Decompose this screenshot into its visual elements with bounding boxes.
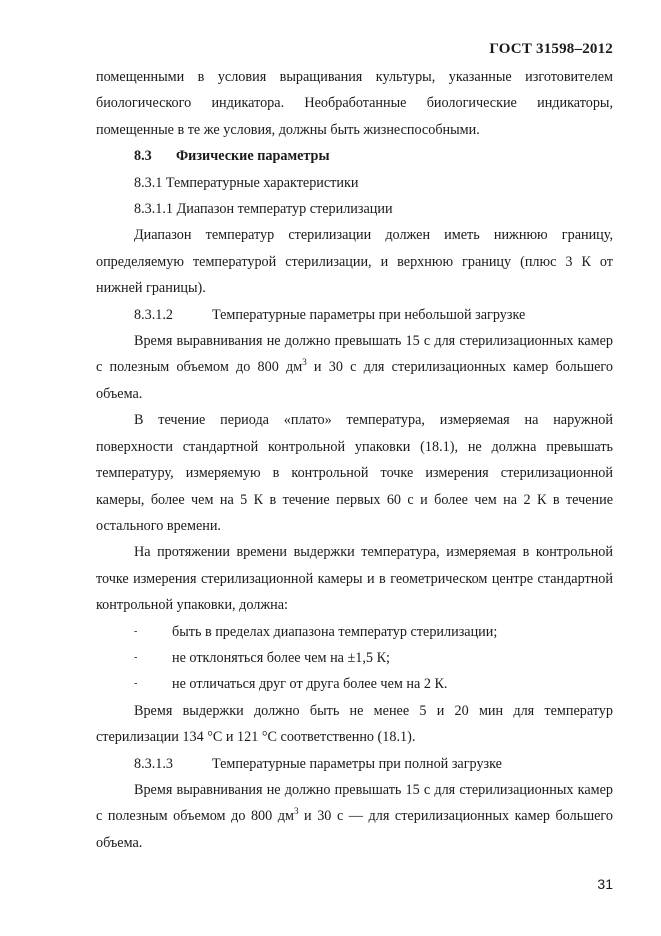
heading-number: 8.3 xyxy=(134,148,152,165)
paragraph-intro: помещенными в условия выращивания культуры, указанные изготовителем биологического индикатора. Необработанные биологические индикаторы, помещенные в те же условия, должны быть жизнеспособными. xyxy=(96,69,613,138)
heading-number: 8.3.1.3 xyxy=(134,755,174,772)
text-part: Время выравнивания не должно превышать 15 с для стерилизационных камер с полезным объемом до 800 дм xyxy=(96,781,613,825)
heading-8-3-1-3 xyxy=(96,751,613,777)
page-number: 31 xyxy=(597,876,613,892)
heading-8-3 xyxy=(96,143,613,169)
document-code: ГОСТ 31598–2012 xyxy=(489,41,613,57)
heading-8-3-1-1: 8.3.1.1 Диапазон температур стерилизации xyxy=(134,201,393,218)
list-item xyxy=(96,671,613,697)
text-part: Время выравнивания не должно превышать 15 с для стерилизационных камер с полезным объемом до 800 дм xyxy=(96,333,613,376)
list-item xyxy=(96,645,613,671)
list-marker: - xyxy=(134,651,138,663)
paragraph-holding-time: На протяжении времени выдержки температура, измеряемая в контрольной точке измерения стерилизационной камеры и в геометрическом центре стандартной контрольной упаковки, должна: xyxy=(96,544,613,614)
text-part: и 30 с — для стерилизационных камер большего объема. xyxy=(96,808,613,851)
superscript: 3 xyxy=(302,357,307,368)
paragraph-equalization-small-load xyxy=(96,328,613,407)
heading-title: Температурные параметры при полной загрузке xyxy=(212,755,502,772)
list-item-text: быть в пределах диапазона температур стерилизации; xyxy=(172,623,498,640)
list-marker: - xyxy=(134,625,138,637)
list-item-text: не отклоняться более чем на ±1,5 К; xyxy=(172,649,390,666)
page-body xyxy=(96,64,613,856)
list-item-text: не отличаться друг от друга более чем на 2 К. xyxy=(172,676,448,693)
paragraph-plateau: В течение периода «плато» температура, измеряемая на наружной поверхности стандартной контрольной упаковки (18.1), не должна превышать температуру, измеряемую в контрольной точке измерения стерилизационной камеры, более чем на 5 К в течение первых 60 с и более чем на 2 К в течение остального времени. xyxy=(96,412,613,534)
paragraph-temperature-range: Диапазон температур стерилизации должен иметь нижнюю границу, определяемую температурой стерилизации, и верхнюю границу (плюс 3 К от нижней границы). xyxy=(96,227,613,297)
text-part: и 30 с для стерилизационных камер большего объема. xyxy=(96,359,613,402)
heading-8-3-1-2 xyxy=(96,302,613,328)
heading-8-3-1: 8.3.1 Температурные характеристики xyxy=(134,174,359,191)
paragraph-holding-duration: Время выдержки должно быть не менее 5 и 20 мин для температур стерилизации 134 °С и 121 °С соответственно (18.1). xyxy=(96,702,613,746)
heading-title: Физические параметры xyxy=(176,148,330,165)
list-marker: - xyxy=(134,678,138,690)
heading-number: 8.3.1.2 xyxy=(134,306,174,323)
paragraph-equalization-full-load xyxy=(96,777,613,856)
heading-title: Температурные параметры при небольшой загрузке xyxy=(212,306,526,323)
superscript: 3 xyxy=(294,806,299,817)
list-item xyxy=(96,619,613,645)
